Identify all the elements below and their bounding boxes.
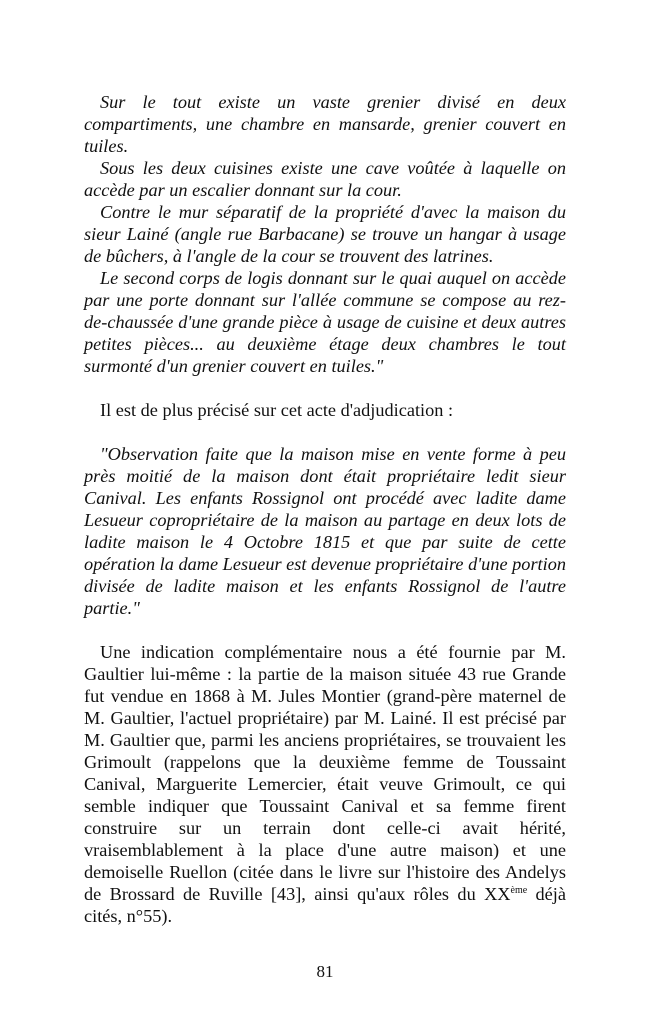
quote-paragraph: Le second corps de logis donnant sur le quai auquel on accède par une porte donnant sur l'allée commune se compose au rez-de-chaussée d'une grande pièce à usage de cuisine et deux autres petites pièces... au deuxième étage deux chambres le tout surmonté d'un grenier couvert en tuiles." [84,268,566,376]
superscript-eme: ème [510,885,528,896]
intro-paragraph: Il est de plus précisé sur cet acte d'adjudication : [100,400,454,420]
document-page [84,91,566,927]
quote-paragraph: Sur le tout existe un vaste grenier divisé en deux compartiments, une chambre en mansarde, grenier couvert en tuiles. [84,92,566,156]
quote-paragraph: Contre le mur séparatif de la propriété d'avec la maison du sieur Lainé (angle rue Barbacane) se trouve un hangar à usage de bûchers, à l'angle de la cour se trouvent des latrines. [84,202,566,266]
paragraph-gap [84,619,566,641]
final-paragraph-tail: déjà cités, n°55). [84,884,566,926]
paragraph-gap [84,421,566,443]
page-number: 81 [316,962,334,981]
quote-paragraph: Sous les deux cuisines existe une cave voûtée à laquelle on accède par un escalier donnant sur la cour. [84,158,566,200]
final-paragraph [84,641,566,927]
paragraph-gap [84,377,566,399]
final-paragraph-text: Une indication complémentaire nous a été fournie par M. Gaultier lui-même : la partie de la maison située 43 rue Grande fut vendue en 1868 à M. Jules Montier (grand-père maternel de M. Gaultier, l'actuel propriétaire) par M. Lainé. Il est précisé par M. Gaultier que, parmi les anciens propriétaires, se trouvaient les Grimoult (rappelons que la deuxième femme de Toussaint Canival, Marguerite Lemercier, était veuve Grimoult, ce qui semble indiquer que Toussaint Canival et sa femme firent construire sur un terrain dont celle-ci avait hérité, vraisemblablement à la place d'une autre maison) et une demoiselle Ruellon (citée dans le livre sur l'histoire des Andelys de Brossard de Ruville [43], ainsi qu'aux rôles du XX [84,642,566,904]
quote-paragraph-2: "Observation faite que la maison mise en vente forme à peu près moitié de la maison dont était propriétaire ledit sieur Canival. Les enfants Rossignol ont procédé avec ladite dame Lesueur copropriétaire de la maison au partage en deux lots de ladite maison le 4 Octobre 1815 et que par suite de cette opération la dame Lesueur est devenue propriétaire d'une portion divisée de ladite maison et les enfants Rossignol de l'autre partie." [84,444,566,618]
